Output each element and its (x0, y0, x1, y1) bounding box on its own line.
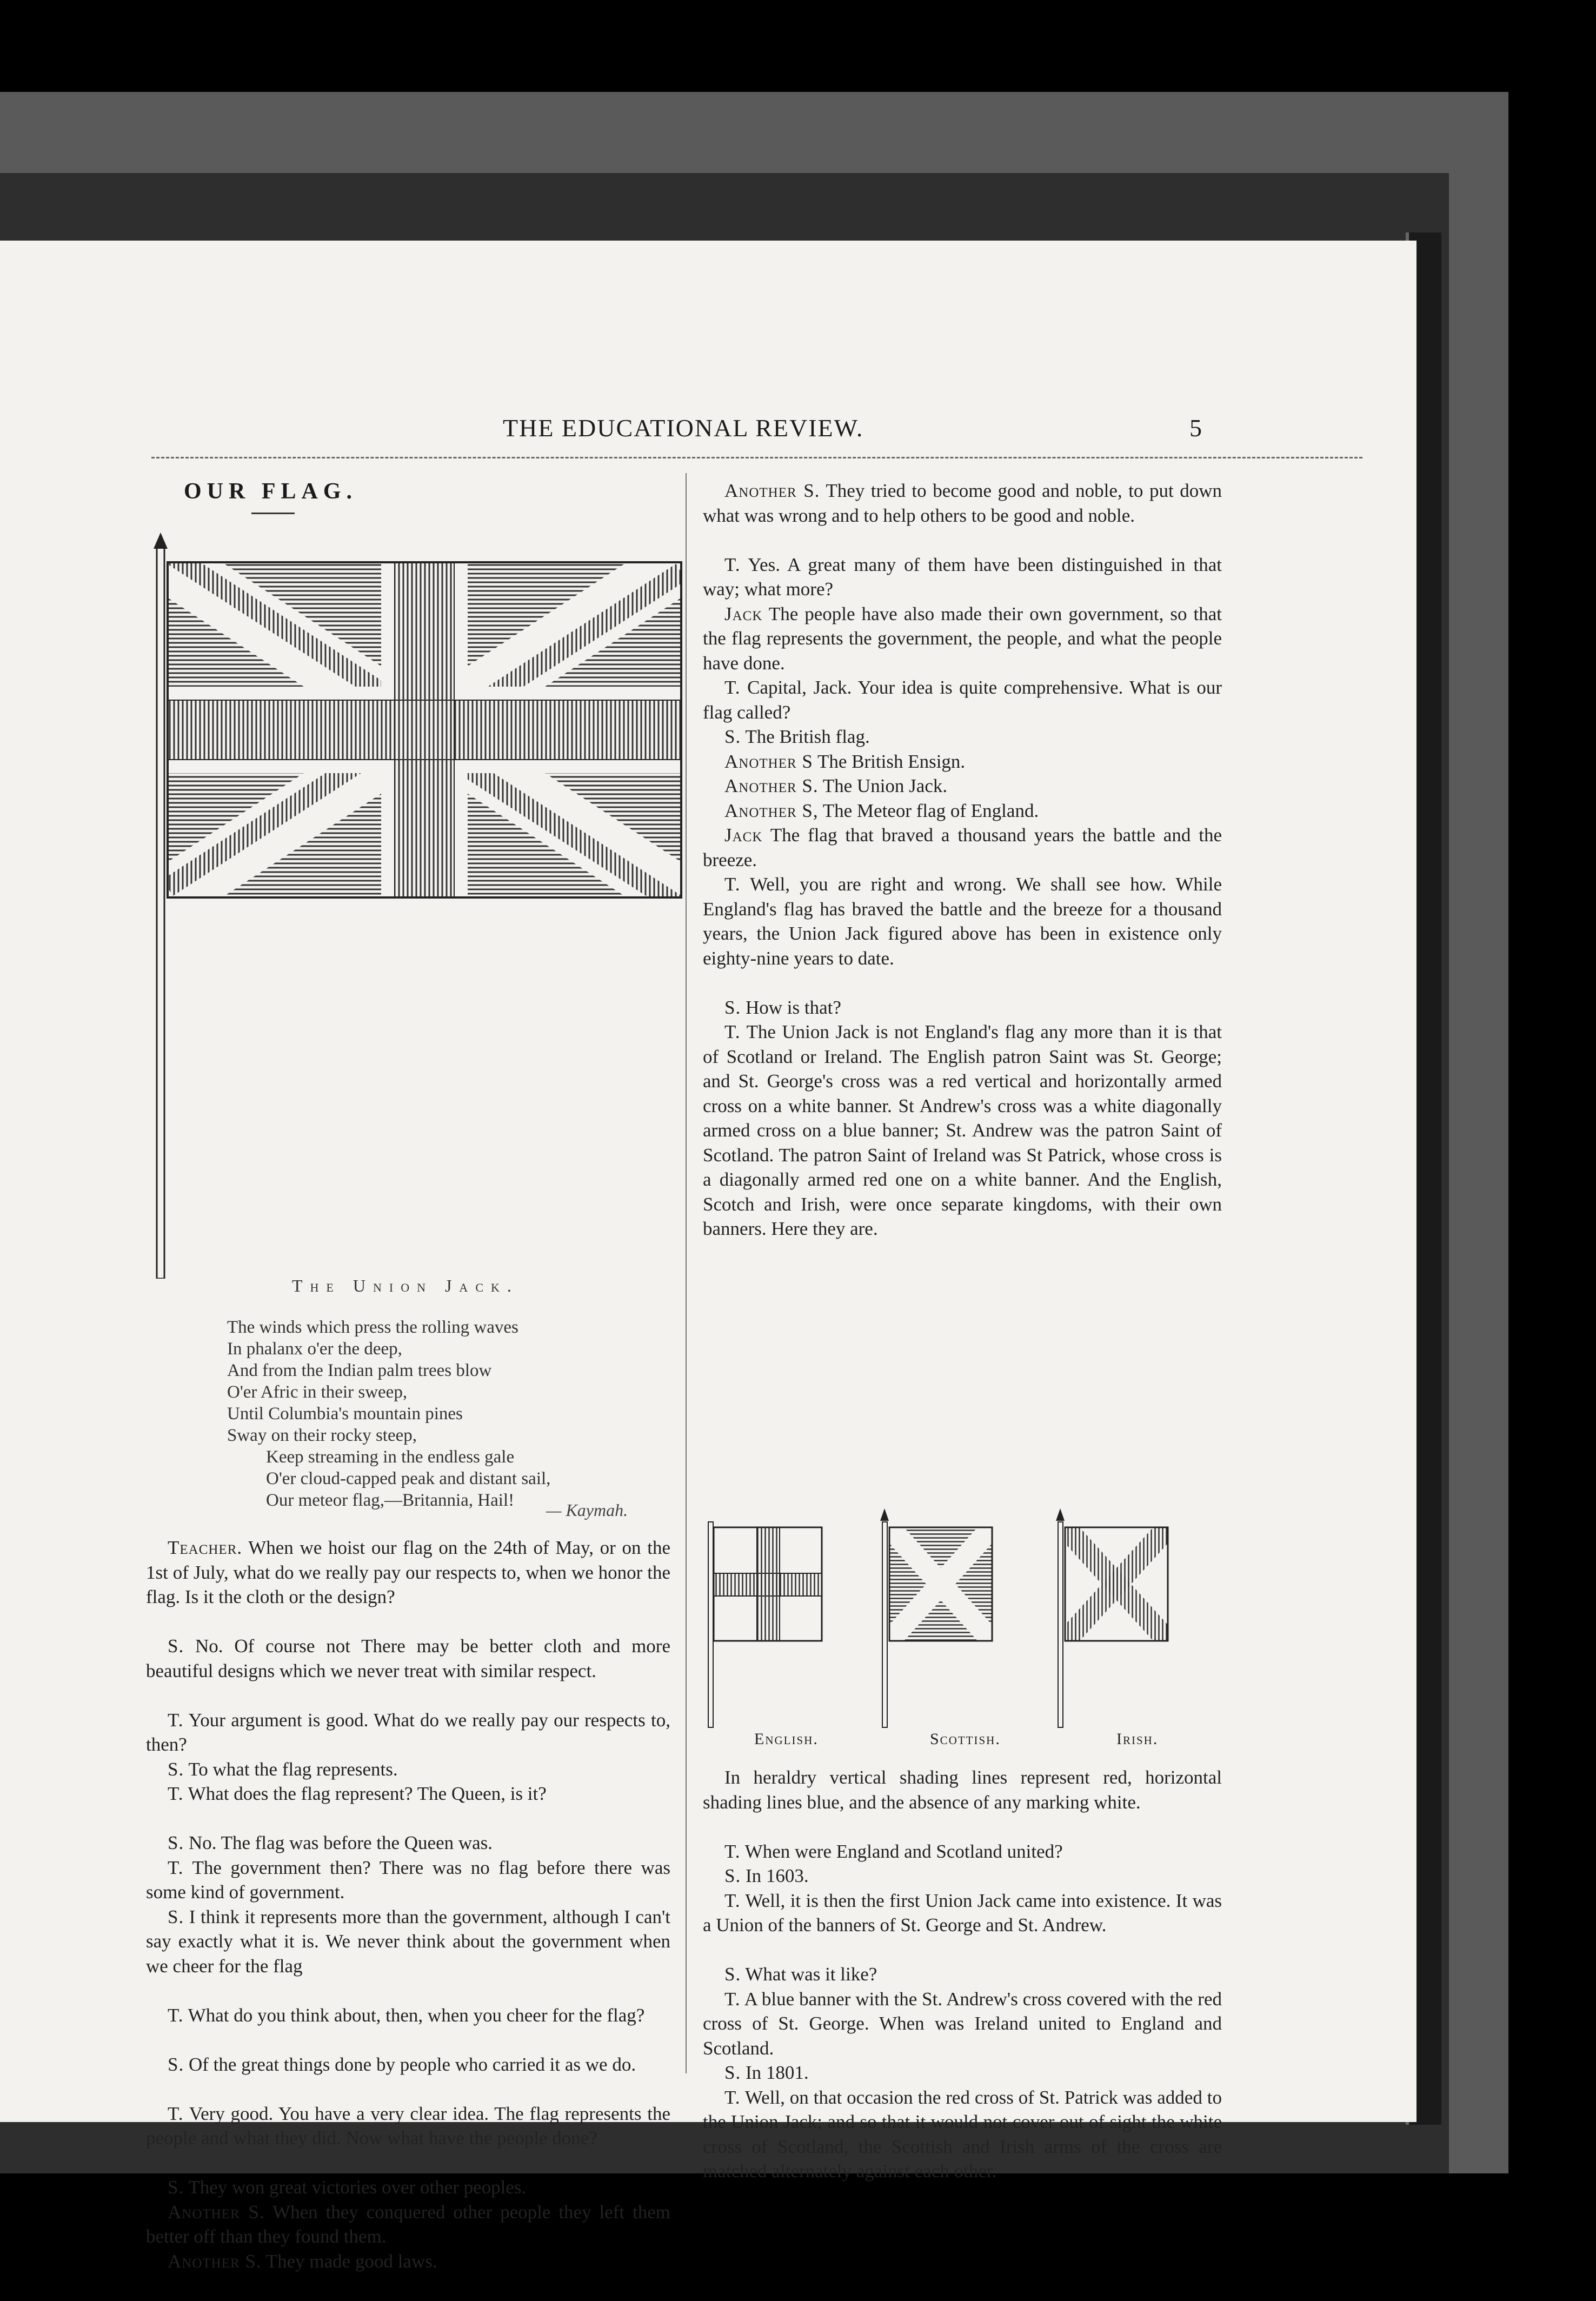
dialogue-text: In heraldry vertical shading lines represent red, horizontal shading lines blue, and the absence of any marking white. (703, 1767, 1222, 1813)
dialogue-paragraph (703, 872, 1222, 970)
dialogue-paragraph (703, 553, 1222, 602)
dialogue-paragraph (703, 478, 1222, 528)
dialogue-paragraph (146, 2200, 670, 2249)
speaker-label: T. (168, 2004, 184, 2026)
speaker-label: Teacher. (168, 1537, 243, 1558)
finial-icon (880, 1508, 889, 1521)
speaker-label: T. (724, 2086, 741, 2108)
speaker-label: T. (724, 1840, 741, 1862)
dialogue-paragraph (703, 749, 1222, 774)
speaker-label: Another S. (724, 775, 819, 796)
dialogue-text: Of the great things done by people who carried it as we do. (188, 2053, 636, 2075)
dialogue-text: What does the flag represent? The Queen, is it? (188, 1783, 547, 1804)
speaker-label: T. (724, 1988, 741, 2010)
speaker-label: S. (168, 1832, 184, 1853)
dialogue-text: What was it like? (745, 1964, 877, 1985)
dialogue-text: The British Ensign. (817, 750, 966, 772)
three-flags-figure (703, 1506, 1222, 1733)
dialogue-text: They made good laws. (265, 2250, 437, 2272)
dialogue-paragraph (703, 1888, 1222, 1938)
speaker-label: S. (168, 1906, 184, 1927)
speaker-label: Another S. (168, 2201, 265, 2223)
speaker-label: S. (724, 1865, 741, 1886)
dialogue-paragraph (703, 602, 1222, 676)
poem-line: Until Columbia's mountain pines (227, 1404, 463, 1424)
dialogue-text: To what the flag represents. (188, 1758, 398, 1780)
dialogue-paragraph (703, 1765, 1222, 1814)
document-page (0, 241, 1417, 2272)
dialogue-paragraph (146, 1634, 670, 1683)
speaker-label: Jack (724, 603, 763, 624)
dialogue-paragraph (146, 1831, 670, 1856)
dialogue-text: The flag that braved a thousand years the battle and the breeze. (703, 824, 1222, 870)
finial-icon (1056, 1508, 1065, 1521)
speaker-label: Another S. (724, 480, 820, 501)
dialogue-paragraph (703, 1839, 1222, 1864)
dialogue-paragraph (146, 1708, 670, 1757)
dialogue-paragraph (703, 675, 1222, 724)
scottish-flag-caption: Scottish. (930, 1730, 1001, 1748)
dialogue-text: They tried to become good and noble, to put down what was wrong and to help others to be good and noble. (703, 480, 1222, 526)
dialogue-text: In 1603. (745, 1865, 809, 1886)
dialogue-text: In 1801. (745, 2062, 809, 2083)
running-header: THE EDUCATIONAL REVIEW. (503, 414, 864, 442)
speaker-label: S. (168, 1635, 184, 1657)
speaker-label: S. (168, 2177, 184, 2198)
poem-line: Keep streaming in the endless gale (266, 1447, 515, 1467)
dialogue-text: They won great victories over other peoples. (188, 2177, 527, 2198)
dialogue-paragraph (146, 1905, 670, 1979)
speaker-label: T. (168, 1783, 184, 1804)
irish-flag-caption: Irish. (1116, 1730, 1159, 1748)
dialogue-text: The Union Jack. (822, 775, 948, 796)
dialogue-text: The government then? There was no flag before there was some kind of government. (146, 1857, 670, 1903)
title-underline (251, 513, 295, 514)
speaker-label: Another S. (168, 2250, 262, 2272)
dialogue-paragraph (703, 2060, 1222, 2085)
speaker-label: T. (724, 1021, 741, 1042)
finial-icon (154, 533, 168, 549)
dialogue-text: The Union Jack is not England's flag any more than it is that of Scotland or Ireland. The English patron Saint was St. George; and St. George's cross was a red vertical and horizontally armed cross on a white banner. St Andrew's cross was a white diagonally armed cross on a blue banner; St. Andrew was the patron Saint of Scotland. The patron Saint of Ireland was St Patrick, whose cross is a diagonally armed red one on a white banner. And the English, Scotch and Irish, were once separate kingdoms, with their own banners. Here they are. (703, 1021, 1222, 1239)
dialogue-paragraph (146, 2249, 670, 2274)
dialogue-paragraph (703, 1864, 1222, 1888)
speaker-label: T. (168, 2103, 184, 2124)
dialogue-paragraph (703, 1962, 1222, 1987)
poem-author: — Kaymah. (546, 1500, 628, 1520)
speaker-label: T. (724, 677, 741, 698)
poem-line: Sway on their rocky steep, (227, 1426, 417, 1445)
dialogue-text: Very good. You have a very clear idea. The flag represents the people and what they did. Now what have the people done? (146, 2103, 671, 2149)
figure-caption: The Union Jack. (292, 1276, 519, 1295)
poem-line: O'er Afric in their sweep, (227, 1382, 408, 1402)
dialogue-text: No. Of course not There may be better cloth and more beautiful designs which we never treat with similar respect. (146, 1635, 670, 1681)
speaker-label: S. (724, 726, 741, 747)
dialogue-text: I think it represents more than the government, although I can't say exactly what it is. We never think about the government when we cheer for the flag (146, 1906, 671, 1977)
dialogue-paragraph (703, 823, 1222, 872)
dialogue-paragraph (703, 995, 1222, 1020)
irish-flag-staff (1058, 1522, 1063, 1727)
dialogue-text: When we hoist our flag on the 24th of May, or on the 1st of July, what do we really pay our respects to, when we honor the flag. Is it the cloth or the design? (146, 1537, 671, 1607)
union-jack-figure (146, 533, 687, 1279)
speaker-label: Another S (724, 750, 813, 772)
dialogue-text: Well, on that occasion the red cross of St. Patrick was added to the Union Jack; and so that it would not cover out of sight the white cross of Scotland, the Scottish and Irish arms of the cross are matched alternately against each other. (703, 2086, 1222, 2182)
poem-line: And from the Indian palm trees blow (227, 1361, 492, 1380)
dialogue-text: The Meteor flag of England. (822, 800, 1039, 821)
dialogue-paragraph (146, 2102, 670, 2151)
scan-border-top (0, 0, 1596, 92)
dialogue-text: Your argument is good. What do we really pay our respects to, then? (146, 1709, 670, 1755)
speaker-label: S. (724, 996, 741, 1018)
dialogue-paragraph (703, 774, 1222, 799)
speaker-label: S. (724, 1964, 741, 1985)
dialogue-paragraph (703, 2085, 1222, 2184)
english-flag-staff (708, 1522, 713, 1727)
dialogue-text: When were England and Scotland united? (744, 1840, 1063, 1862)
page-number: 5 (1189, 414, 1202, 442)
dialogue-text: A blue banner with the St. Andrew's cross covered with the red cross of St. George. When was Ireland united to England and Scotland. (703, 1988, 1222, 2059)
speaker-label: S. (168, 1758, 184, 1780)
dialogue-paragraph (703, 1020, 1222, 1241)
dialogue-paragraph (703, 1987, 1222, 2061)
dialogue-text: No. The flag was before the Queen was. (188, 1832, 493, 1853)
speaker-label: T. (724, 874, 741, 895)
speaker-label: T. (168, 1857, 184, 1878)
speaker-label: T. (724, 1890, 741, 1911)
speaker-label: T. (724, 554, 741, 575)
dialogue-text: What do you think about, then, when you cheer for the flag? (188, 2004, 645, 2026)
speaker-label: Another S, (724, 800, 819, 821)
dialogue-paragraph (703, 724, 1222, 749)
dialogue-paragraph (146, 1856, 670, 1905)
speaker-label: S. (168, 2053, 184, 2075)
flag-staff (157, 543, 164, 1279)
scan-border-right (1509, 0, 1596, 2301)
scottish-flag-staff (882, 1522, 887, 1727)
dialogue-text: How is that? (745, 996, 841, 1018)
english-flag-caption: English. (754, 1730, 819, 1748)
speaker-label: Jack (724, 824, 763, 846)
dialogue-text: The British flag. (745, 726, 870, 747)
dialogue-text: Well, it is then the first Union Jack came into existence. It was a Union of the banners of St. George and St. Andrew. (703, 1890, 1222, 1936)
dialogue-text: The people have also made their own government, so that the flag represents the government, the people, and what the people have done. (703, 603, 1222, 674)
dialogue-paragraph (146, 2175, 670, 2200)
dialogue-paragraph (146, 2003, 670, 2028)
poem (227, 1316, 550, 1511)
dialogue-paragraph (146, 1781, 670, 1806)
dialogue-paragraph (703, 799, 1222, 823)
dialogue-text: When they conquered other people they left them better off than they found them. (146, 2201, 670, 2247)
dialogue-paragraph (146, 1757, 670, 1782)
dialogue-text: Capital, Jack. Your idea is quite comprehensive. What is our flag called? (703, 677, 1222, 723)
poem-line: O'er cloud-capped peak and distant sail, (266, 1469, 551, 1488)
dialogue-text: Well, you are right and wrong. We shall see how. While England's flag has braved the battle and the breeze for a thousand years, the Union Jack figured above has been in existence only eighty-nine years to date. (703, 874, 1222, 969)
poem-line: Our meteor flag,—Britannia, Hail! (266, 1491, 515, 1510)
speaker-label: T. (168, 1709, 184, 1731)
article-title: OUR FLAG. (184, 479, 357, 504)
dialogue-paragraph (146, 1535, 670, 1610)
speaker-label: S. (724, 2062, 741, 2083)
poem-line: In phalanx o'er the deep, (227, 1339, 402, 1359)
poem-line: The winds which press the rolling waves (227, 1318, 518, 1337)
dialogue-paragraph (146, 2052, 670, 2077)
header-rule (151, 457, 1362, 458)
dialogue-text: Yes. A great many of them have been distinguished in that way; what more? (703, 554, 1222, 600)
